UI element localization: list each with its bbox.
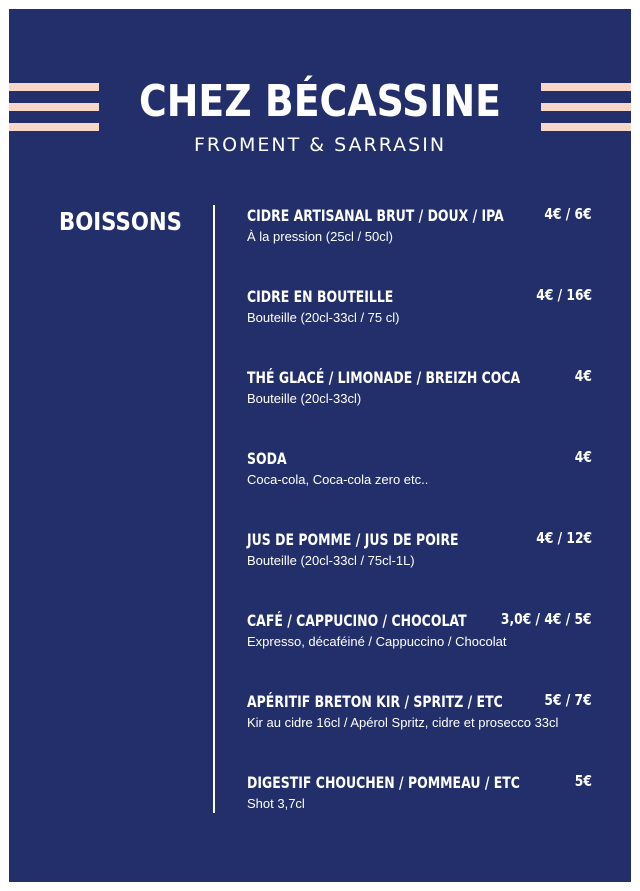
menu-item-description: Bouteille (20cl-33cl / 75 cl)	[247, 310, 400, 325]
menu-item-price: 4€ / 16€	[536, 286, 592, 304]
menu-item-description: Shot 3,7cl	[247, 796, 305, 811]
menu-item-name: THÉ GLACÉ / LIMONADE / BREIZH COCA	[247, 368, 521, 387]
menu-item-name: JUS DE POMME / JUS DE POIRE	[247, 530, 459, 549]
menu-item-price: 5€ / 7€	[544, 691, 592, 709]
menu-item-name: CIDRE EN BOUTEILLE	[247, 287, 394, 306]
menu-item	[247, 530, 592, 611]
menu-item-description: Coca-cola, Coca-cola zero etc..	[247, 472, 429, 487]
menu-item-price: 5€	[574, 772, 592, 790]
menu-item-name: CAFÉ / CAPPUCINO / CHOCOLAT	[247, 611, 467, 630]
menu-item	[247, 287, 592, 368]
restaurant-subtitle: FROMENT & SARRASIN	[193, 134, 447, 156]
menu-item-description: Bouteille (20cl-33cl)	[247, 391, 362, 406]
menu-item	[247, 368, 592, 449]
menu-item-price: 4€	[574, 367, 592, 385]
menu-item-price: 4€ / 6€	[544, 205, 592, 223]
menu-item-description: Expresso, décaféiné / Cappuccino / Chocolat	[247, 634, 507, 649]
menu-item	[247, 692, 592, 773]
menu-item-description: Bouteille (20cl-33cl / 75cl-1L)	[247, 553, 415, 568]
menu-item	[247, 773, 592, 854]
menu-item-name: DIGESTIF CHOUCHEN / POMMEAU / ETC	[247, 773, 520, 792]
menu-item	[247, 611, 592, 692]
divider	[213, 205, 215, 813]
section-title: BOISSONS	[59, 207, 182, 236]
menu-page	[9, 9, 631, 882]
menu-item-price: 3,0€ / 4€ / 5€	[501, 610, 592, 628]
menu-item-list	[247, 206, 592, 854]
menu-item	[247, 206, 592, 287]
menu-item	[247, 449, 592, 530]
menu-item-description: À la pression (25cl / 50cl)	[247, 229, 393, 244]
restaurant-title: CHEZ BÉCASSINE	[138, 76, 502, 127]
menu-item-description: Kir au cidre 16cl / Apérol Spritz, cidre et prosecco 33cl	[247, 715, 559, 730]
menu-item-price: 4€	[574, 448, 592, 466]
menu-item-name: SODA	[247, 449, 287, 468]
menu-item-price: 4€ / 12€	[536, 529, 592, 547]
menu-item-name: CIDRE ARTISANAL BRUT / DOUX / IPA	[247, 206, 504, 225]
menu-item-name: APÉRITIF BRETON KIR / SPRITZ / ETC	[247, 692, 503, 711]
